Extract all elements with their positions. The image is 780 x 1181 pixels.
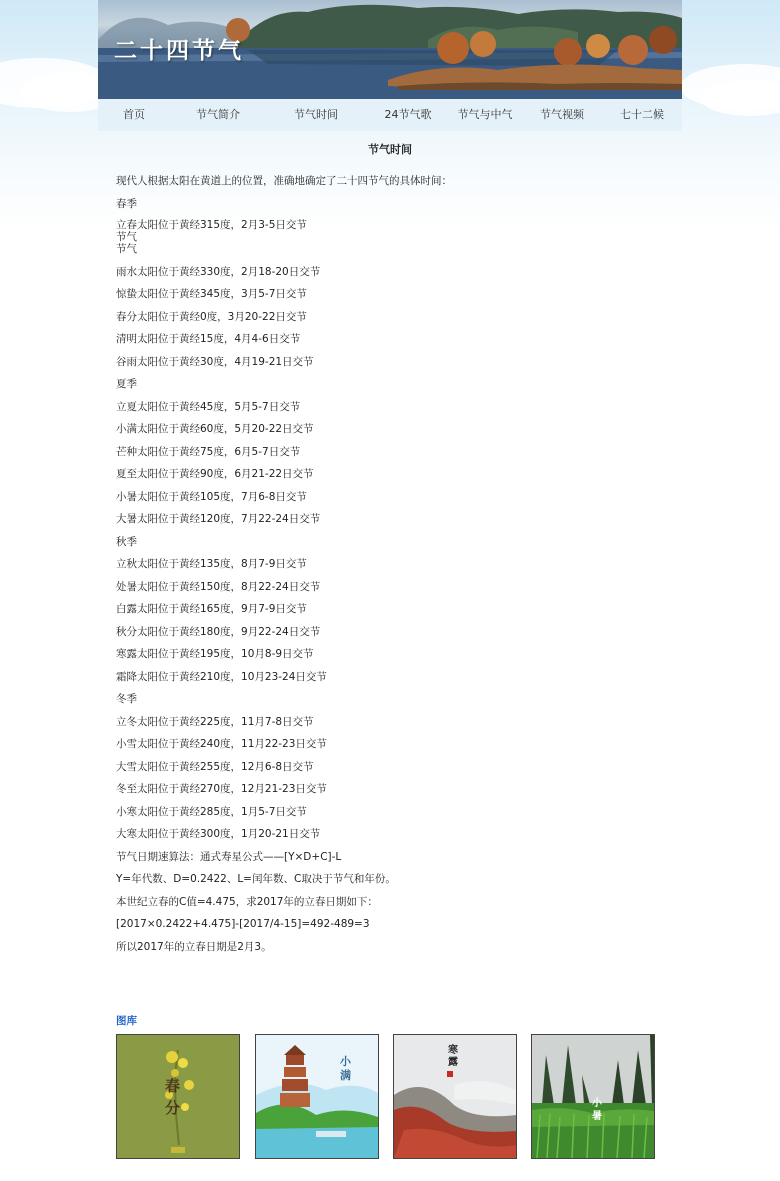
nav-item-home[interactable]: 首页 [123,108,145,121]
thumb-caption: 寒露 [448,1045,458,1068]
gallery-thumb-xiaoman[interactable] [255,1034,379,1159]
nav-item-seventy-two-pentads[interactable]: 七十二候 [620,108,664,121]
gallery-thumb-xiaoshu[interactable] [531,1034,655,1159]
solar-term-line: 霜降太阳位于黄经210度，10月23-24日交节 [116,670,327,683]
solar-term-line: 立夏太阳位于黄经45度，5月5-7日交节 [116,400,301,413]
solar-term-line: 冬至太阳位于黄经270度，12月21-23日交节 [116,783,327,795]
formula-line: Y=年代数、D=0.2422、L=闰年数、C取决于节气和年份。 [116,873,396,885]
nav-item-videos[interactable]: 节气视频 [540,108,584,121]
solar-term-line: 大雪太阳位于黄经255度，12月6-8日交节 [116,760,314,773]
formula-line: 节气日期速算法：通式寿星公式——[Y×D+C]-L [116,850,342,863]
solar-term-line: 夏至太阳位于黄经90度，6月21-22日交节 [116,468,314,480]
xiaoman-image [256,1035,378,1158]
nav-item-song[interactable]: 24节气歌 [384,108,432,121]
thumb-caption: 小满 [340,1055,351,1082]
nav-item-introduction[interactable]: 节气简介 [196,108,240,121]
stray-text: 节气 [116,230,137,243]
season-heading-summer: 夏季 [116,378,137,390]
solar-term-line: 春分太阳位于黄经0度，3月20-22日交节 [116,310,307,323]
page-title: 节气时间 [368,143,412,156]
solar-term-line: 立秋太阳位于黄经135度，8月7-9日交节 [116,558,307,570]
site-title: 二十四节气 [114,37,244,64]
solar-term-line: 立春太阳位于黄经315度，2月3-5日交节 [116,219,307,231]
thumb-caption: 春分 [165,1077,181,1117]
solar-term-line: 小雪太阳位于黄经240度，11月22-23日交节 [116,738,327,750]
solar-term-line: 立冬太阳位于黄经225度，11月7-8日交节 [116,715,314,728]
header-banner [98,0,682,99]
article-content [116,175,676,963]
formula-line: 所以2017年的立春日期是2月3。 [116,940,272,953]
solar-term-line: 小暑太阳位于黄经105度，7月6-8日交节 [116,490,307,503]
solar-term-line: 大寒太阳位于黄经300度，1月20-21日交节 [116,828,321,840]
solar-term-line: 惊蛰太阳位于黄经345度，3月5-7日交节 [116,288,307,300]
cloud-decoration-right-2 [700,80,780,116]
formula-line: 本世纪立春的C值=4.475，求2017年的立春日期如下： [116,895,378,908]
solar-term-line: 小寒太阳位于黄经285度，1月5-7日交节 [116,805,307,818]
solar-term-line: 雨水太阳位于黄经330度，2月18-20日交节 [116,265,321,278]
solar-term-line: 秋分太阳位于黄经180度，9月22-24日交节 [116,625,321,638]
solar-term-line: 白露太阳位于黄经165度，9月7-9日交节 [116,603,307,615]
formula-line: [2017×0.2422+4.475]-[2017/4-15]=492-489=3 [116,918,370,930]
solar-term-line: 大暑太阳位于黄经120度，7月22-24日交节 [116,513,321,525]
solar-term-line: 小满太阳位于黄经60度，5月20-22日交节 [116,423,314,435]
season-heading-spring: 春季 [116,197,137,210]
thumb-caption: 小暑 [592,1098,602,1122]
gallery-thumb-chunfen[interactable] [116,1034,240,1159]
gallery-title: 图库 [116,1015,137,1027]
season-heading-autumn: 秋季 [116,535,137,548]
solar-term-line: 清明太阳位于黄经15度，4月4-6日交节 [116,333,301,345]
main-navigation [98,99,682,131]
article-intro: 现代人根据太阳在黄道上的位置，准确地确定了二十四节气的具体时间： [116,175,452,187]
stray-text: 节气 [116,243,137,255]
solar-term-line: 芒种太阳位于黄经75度，6月5-7日交节 [116,445,301,458]
solar-term-line: 寒露太阳位于黄经195度，10月8-9日交节 [116,648,314,660]
solar-term-line: 谷雨太阳位于黄经30度，4月19-21日交节 [116,355,314,368]
nav-item-zhongqi[interactable]: 节气与中气 [457,108,513,121]
nav-item-solar-term-time[interactable]: 节气时间 [294,108,338,121]
page-container [98,0,682,131]
season-heading-winter: 冬季 [116,693,137,705]
gallery-thumb-hanlu[interactable] [393,1034,517,1159]
solar-term-line: 处暑太阳位于黄经150度，8月22-24日交节 [116,580,321,593]
